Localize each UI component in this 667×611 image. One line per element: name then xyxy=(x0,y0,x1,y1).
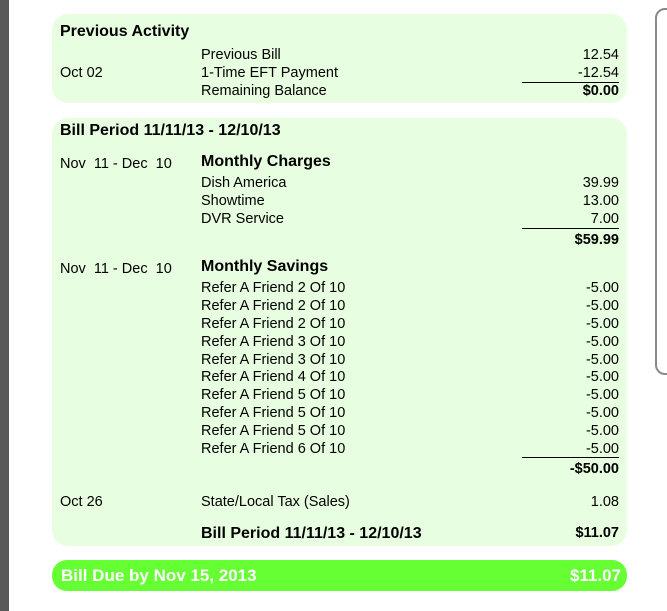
monthly-charges-title: Monthly Charges xyxy=(201,153,331,170)
list-item xyxy=(201,279,619,297)
previous-activity-panel xyxy=(52,14,627,103)
payment-date: Oct 02 xyxy=(60,65,103,81)
charge-amount: 13.00 xyxy=(582,193,619,209)
monthly-savings-title: Monthly Savings xyxy=(201,258,329,275)
left-edge-bar xyxy=(0,0,9,611)
bill-period-title: Bill Period 11/11/13 - 12/10/13 xyxy=(60,122,281,139)
savings-label: Refer A Friend 3 Of 10 xyxy=(201,333,346,350)
list-item xyxy=(201,386,619,404)
savings-label: Refer A Friend 2 Of 10 xyxy=(201,280,346,296)
charges-divider xyxy=(522,228,619,229)
savings-total: -$50.00 xyxy=(569,461,619,477)
tax-date: Oct 26 xyxy=(60,494,103,510)
savings-date-range: Nov 11 - Dec 10 xyxy=(60,261,172,277)
bill-due-bar xyxy=(52,560,627,591)
previous-bill-label: Previous Bill xyxy=(201,47,281,63)
savings-amount: -5.00 xyxy=(585,423,619,440)
charge-label: Dish America xyxy=(201,175,287,191)
tax-amount: 1.08 xyxy=(590,494,619,510)
previous-activity-title: Previous Activity xyxy=(60,23,190,40)
list-item xyxy=(201,440,619,458)
savings-amount: -5.00 xyxy=(585,387,619,404)
savings-amount: -5.00 xyxy=(585,369,619,386)
savings-label: Refer A Friend 3 Of 10 xyxy=(201,351,346,368)
savings-amount: -5.00 xyxy=(585,405,619,422)
list-item xyxy=(201,297,619,315)
previous-bill-amount: 12.54 xyxy=(582,47,619,63)
charges-date-range: Nov 11 - Dec 10 xyxy=(60,156,172,172)
charge-label: DVR Service xyxy=(201,211,284,227)
bill-due-amount: $11.07 xyxy=(569,566,621,585)
savings-label: Refer A Friend 4 Of 10 xyxy=(201,369,346,386)
savings-divider xyxy=(522,457,619,458)
bill-due-label: Bill Due by Nov 15, 2013 xyxy=(61,566,257,585)
payment-label: 1-Time EFT Payment xyxy=(201,65,338,81)
list-item xyxy=(201,333,619,351)
list-item xyxy=(201,351,619,369)
charge-label: Showtime xyxy=(201,193,265,209)
list-item xyxy=(201,422,619,440)
savings-amount: -5.00 xyxy=(585,351,619,368)
list-item xyxy=(201,404,619,422)
side-panel-edge xyxy=(655,8,667,375)
savings-amount: -5.00 xyxy=(585,333,619,350)
bill-period-summary-amount: $11.07 xyxy=(575,525,619,541)
charge-amount: 7.00 xyxy=(590,211,619,227)
savings-label: Refer A Friend 5 Of 10 xyxy=(201,405,346,422)
savings-amount: -5.00 xyxy=(585,280,619,296)
remaining-balance-amount: $0.00 xyxy=(582,83,619,99)
remaining-balance-label: Remaining Balance xyxy=(201,83,327,99)
savings-label: Refer A Friend 5 Of 10 xyxy=(201,423,346,440)
savings-amount: -5.00 xyxy=(585,315,619,332)
list-item xyxy=(201,368,619,386)
savings-amount: -5.00 xyxy=(585,297,619,314)
savings-label: Refer A Friend 5 Of 10 xyxy=(201,387,346,404)
bill-period-panel xyxy=(52,118,627,546)
savings-label: Refer A Friend 2 Of 10 xyxy=(201,315,346,332)
savings-label: Refer A Friend 6 Of 10 xyxy=(201,441,346,458)
savings-amount: -5.00 xyxy=(585,441,619,458)
bill-period-summary-label: Bill Period 11/11/13 - 12/10/13 xyxy=(201,525,422,542)
charge-amount: 39.99 xyxy=(582,175,619,191)
payment-amount: -12.54 xyxy=(577,65,619,81)
tax-label: State/Local Tax (Sales) xyxy=(201,494,350,510)
charges-total: $59.99 xyxy=(574,232,619,248)
savings-label: Refer A Friend 2 Of 10 xyxy=(201,297,346,314)
list-item xyxy=(201,315,619,333)
savings-list xyxy=(201,279,619,458)
